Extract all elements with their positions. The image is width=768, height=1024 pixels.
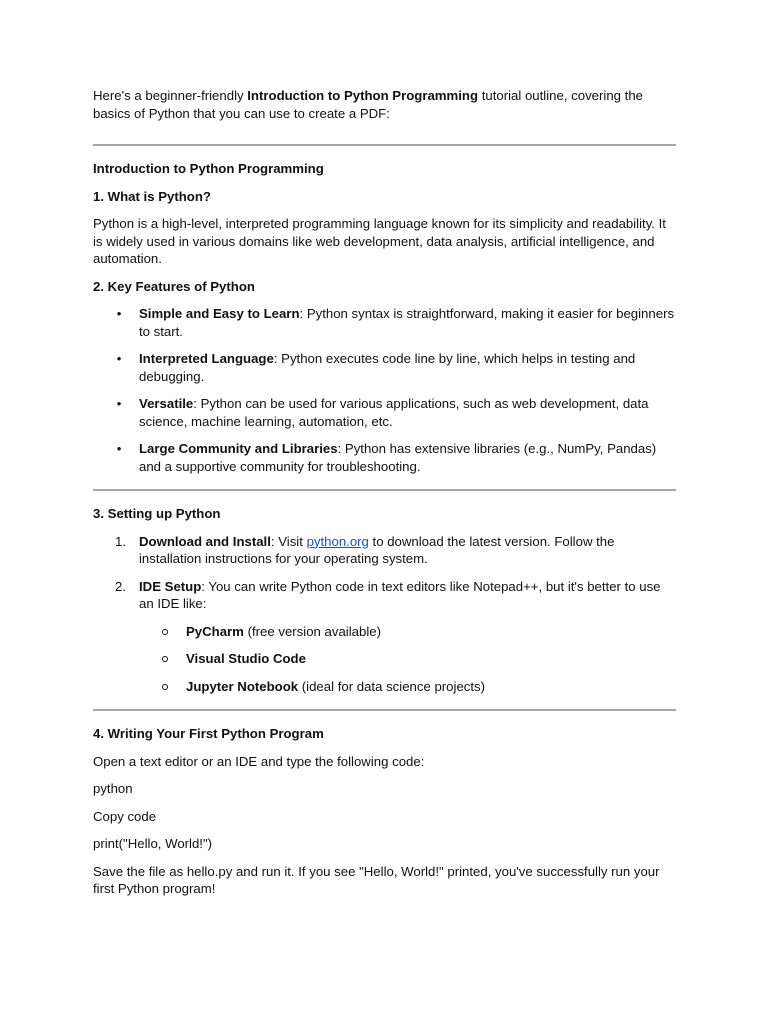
step-number: 1. — [115, 533, 126, 549]
list-item — [139, 650, 676, 668]
feature-text: : Python syntax is straightforward, making it easier for beginners to start. — [139, 306, 675, 339]
doc-title: Introduction to Python Programming — [93, 161, 324, 176]
list-item — [93, 440, 676, 475]
step-text: : Visit — [270, 533, 307, 549]
copy-code-button[interactable]: Copy code — [93, 808, 157, 824]
feature-title: Interpreted Language — [139, 351, 274, 366]
features-list — [93, 305, 676, 475]
circle-bullet-icon — [162, 656, 168, 662]
step-title: Download and Install — [139, 533, 271, 549]
step-text: : You can write Python code in text editors like Notepad++, but it's better to use an IDE like: — [139, 578, 661, 611]
step-number: 2. — [115, 578, 126, 594]
divider — [93, 489, 676, 491]
setup-steps — [93, 533, 676, 696]
section-4-closing: Save the file as hello.py and run it. If you see "Hello, World!" printed, you've successfully run your first Python program! — [93, 863, 660, 896]
document-content — [93, 87, 676, 908]
feature-text: : Python can be used for various applications, such as web development, data science, machine learning, automation, etc. — [139, 396, 649, 429]
section-2-heading: 2. Key Features of Python — [93, 278, 255, 294]
section-1-heading: 1. What is Python? — [93, 188, 211, 204]
list-item — [93, 350, 676, 385]
divider — [93, 144, 676, 146]
section-1-body: Python is a high-level, interpreted programming language known for its simplicity and readability. It is widely used in various domains like web development, data analysis, artificial intelligence, and automation. — [93, 216, 666, 266]
list-item — [93, 305, 676, 340]
step-text: to download the latest version. Follow the installation instructions for your operating system. — [139, 533, 615, 566]
intro-bold-title: Introduction to Python Programming — [247, 88, 479, 103]
divider — [93, 709, 676, 711]
feature-title: Versatile — [139, 396, 194, 411]
list-item — [93, 395, 676, 430]
code-sample: print("Hello, World!") — [93, 836, 213, 851]
intro-paragraph — [93, 87, 676, 122]
bullet-icon: • — [116, 351, 122, 366]
circle-bullet-icon — [162, 684, 168, 690]
circle-bullet-icon — [162, 629, 168, 635]
bullet-icon: • — [116, 396, 122, 411]
ide-note: (free version available) — [243, 623, 381, 639]
bullet-icon: • — [116, 441, 122, 456]
ide-list — [139, 623, 676, 696]
ide-name: PyCharm — [186, 623, 244, 639]
feature-title: Simple and Easy to Learn — [139, 306, 300, 321]
step-title: IDE Setup — [139, 578, 202, 594]
list-item — [139, 623, 676, 641]
bullet-icon: • — [116, 306, 122, 321]
intro-suffix: tutorial outline, covering the basics of Python that you can use to create a PDF: — [93, 88, 643, 121]
list-item — [93, 533, 676, 568]
ide-name: Visual Studio Code — [186, 651, 306, 666]
feature-title: Large Community and Libraries — [139, 441, 338, 456]
feature-text: : Python has extensive libraries (e.g., NumPy, Pandas) and a supportive community for troubleshooting. — [139, 441, 657, 474]
list-item — [93, 578, 676, 696]
ide-note: (ideal for data science projects) — [298, 678, 486, 694]
ide-name: Jupyter Notebook — [186, 678, 299, 694]
feature-text: : Python executes code line by line, which helps in testing and debugging. — [139, 351, 636, 384]
section-4-instruction: Open a text editor or an IDE and type the following code: — [93, 753, 425, 769]
python-org-link[interactable]: python.org — [306, 533, 369, 549]
section-3-heading: 3. Setting up Python — [93, 506, 221, 521]
code-language-label: python — [93, 781, 133, 796]
section-4-heading: 4. Writing Your First Python Program — [93, 726, 324, 741]
list-item — [139, 678, 676, 696]
intro-prefix: Here's a beginner-friendly — [93, 88, 248, 103]
